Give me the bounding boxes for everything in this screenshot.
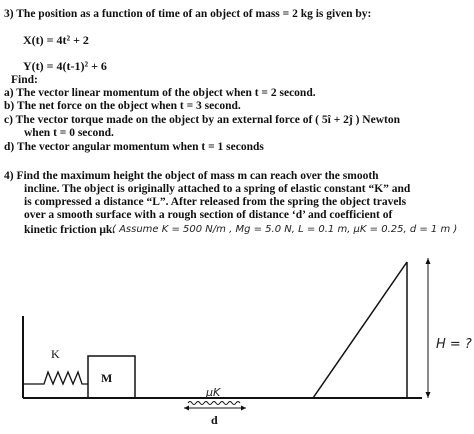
problem4-line5: kinetic friction μk.: [24, 224, 116, 236]
height-label: H = ?: [436, 337, 472, 352]
mass-label: M: [101, 371, 113, 385]
find-label: Find:: [11, 74, 38, 86]
problem3-header: 3) The position as a function of time of an object of mass = 2 kg is given by:: [4, 8, 372, 20]
handwritten-assumptions: ( Assume K = 500 N/m , Mg = 5.0 N, L = 0.1 m, μK = 0.25, d = 1 m ): [112, 224, 458, 235]
spring-label: K: [51, 347, 60, 361]
x-equation: X(t) = 4t² + 2: [23, 33, 89, 47]
question-c-line1: c) The vector torque made on the object by an external force of ( 5î + 2ĵ ) Newton: [4, 114, 400, 126]
problem4-line3: is compressed a distance “L”. After released from the spring the object travels: [24, 196, 407, 208]
question-a: a) The vector linear momentum of the object when t = 2 second.: [4, 87, 316, 99]
question-d: d) The vector angular momentum when t = 1 seconds: [4, 141, 264, 153]
question-c-line2: when t = 0 second.: [24, 127, 114, 139]
problem4-line4: over a smooth surface with a rough section of distance ‘d’ and coefficient of: [24, 209, 393, 221]
question-b: b) The net force on the object when t = 3 second.: [4, 100, 241, 112]
y-equation: Y(t) = 4(t-1)² + 6: [23, 59, 107, 73]
spring-coil: [23, 372, 88, 384]
problem4-line1: 4) Find the maximum height the object of mass m can reach over the smooth: [4, 170, 379, 182]
incline-slope: [313, 262, 407, 398]
distance-label: d: [211, 413, 218, 427]
friction-label: μK: [206, 386, 221, 399]
problem4-line2: incline. The object is originally attached to a spring of elastic constant “K” and: [24, 183, 411, 195]
rough-section: [188, 402, 240, 405]
